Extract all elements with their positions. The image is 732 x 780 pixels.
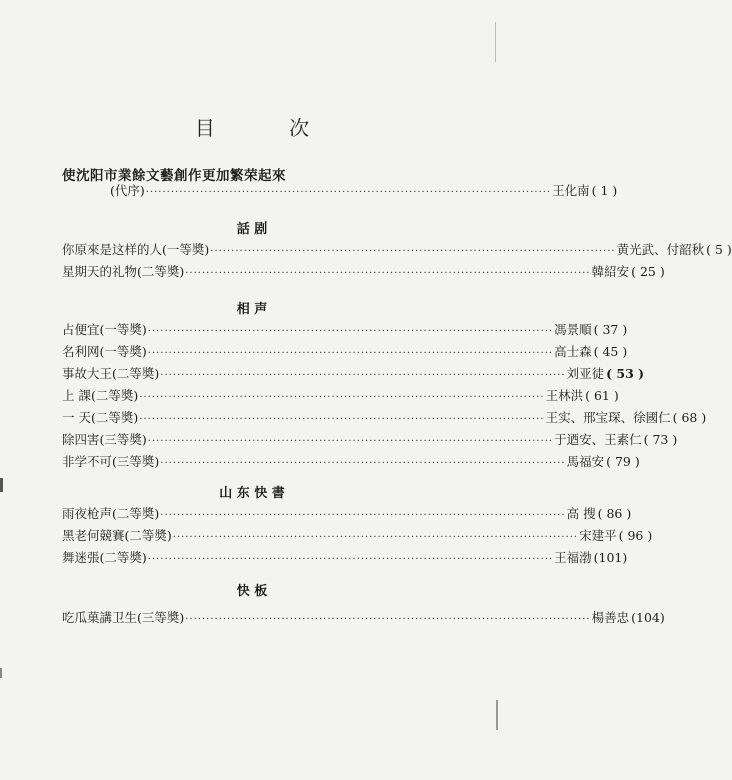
entry-title: 上 課(二等奬) <box>62 388 139 403</box>
leader-dots: ································································································· <box>160 458 566 469</box>
entry-title: 星期天的礼物(二等奬) <box>62 264 185 279</box>
entry-title: (代序) <box>110 183 145 198</box>
scan-mark <box>495 22 496 62</box>
scan-mark <box>496 700 498 730</box>
scan-mark <box>0 478 3 492</box>
entry-title: 除四害(三等奬) <box>62 432 147 447</box>
entry-page: ( 25 ) <box>631 264 665 279</box>
toc-entry <box>62 548 628 568</box>
entry-page: ( 53 ) <box>606 366 645 381</box>
leader-dots: ································································································· <box>147 348 554 359</box>
entry-page: ( 86 ) <box>597 506 632 521</box>
entry-page: (104) <box>631 610 665 625</box>
leader-dots: ································································································· <box>139 414 545 425</box>
leader-dots: ································································································· <box>147 436 554 447</box>
leader-dots: ································································································· <box>185 268 591 279</box>
leader-dots: ································································································· <box>147 326 554 337</box>
entry-author: 馬福安 <box>566 454 605 469</box>
leader-dots: ································································································· <box>145 187 552 198</box>
toc-entry <box>62 430 678 450</box>
entry-title: 事故大王(二等奬) <box>62 366 160 381</box>
entry-page: ( 68 ) <box>672 410 707 425</box>
section-heading-kuaiban: 快 板 <box>236 584 268 599</box>
entry-page: ( 96 ) <box>618 528 653 543</box>
entry-author: 于迺安、王素仁 <box>554 432 642 447</box>
toc-entry <box>62 386 619 406</box>
toc-entry <box>62 408 707 428</box>
entry-author: 楊善忠 <box>591 610 630 625</box>
leader-dots: ································································································· <box>185 614 591 625</box>
entry-page: ( 61 ) <box>585 388 619 403</box>
toc-entry <box>62 364 645 384</box>
entry-page: ( 1 ) <box>591 183 618 198</box>
scan-mark <box>0 668 2 678</box>
page-title: 目 次 <box>194 116 344 140</box>
entry-author: 王实、邢宝琛、徐國仁 <box>545 410 671 425</box>
entry-author: 馮景順 <box>554 322 592 337</box>
toc-entry-preface <box>110 181 618 201</box>
entry-page: ( 5 ) <box>706 242 732 257</box>
entry-page: (101) <box>593 550 628 565</box>
leader-dots: ································································································· <box>139 392 545 403</box>
entry-author: 高 搜 <box>566 506 596 521</box>
entry-author: 韓紹安 <box>591 264 630 279</box>
entry-author: 黄光武、付韶秋 <box>616 242 705 257</box>
toc-entry <box>62 240 732 260</box>
toc-entry <box>62 262 665 282</box>
entry-title: 一 天(二等奬) <box>62 410 139 425</box>
section-heading-drama: 話 剧 <box>236 222 268 237</box>
toc-entry <box>62 608 665 628</box>
toc-entry <box>62 526 653 546</box>
entry-title: 吃瓜菓講卫生(三等奬) <box>62 610 185 625</box>
entry-title: 黑老何競賽(二等奬) <box>62 528 172 543</box>
entry-author: 刘亚徒 <box>566 366 605 381</box>
leader-dots: ································································································· <box>160 510 566 521</box>
leader-dots: ································································································· <box>160 370 566 381</box>
entry-title: 舞迷張(二等奬) <box>62 550 147 565</box>
leader-dots: ································································································· <box>210 246 616 257</box>
entry-author: 宋建平 <box>579 528 617 543</box>
entry-page: ( 45 ) <box>593 344 628 359</box>
toc-entry <box>62 504 632 524</box>
toc-entry <box>62 320 628 340</box>
entry-title: 你原來是这样的人(一等奬) <box>62 242 210 257</box>
entry-author: 王化南 <box>552 183 590 198</box>
entry-page: ( 73 ) <box>643 432 678 447</box>
entry-title: 雨夜枪声(二等奬) <box>62 506 160 521</box>
preface-title: 使沈阳市業餘文藝創作更加繁荣起來 <box>62 168 286 184</box>
entry-author: 高士森 <box>554 344 592 359</box>
toc-entry <box>62 452 640 472</box>
toc-entry <box>62 342 628 362</box>
entry-page: ( 37 ) <box>593 322 628 337</box>
section-heading-shandong-kuaishu: 山 东 快 書 <box>219 486 285 501</box>
section-heading-crosstalk: 相 声 <box>236 302 268 317</box>
entry-title: 名利网(一等奬) <box>62 344 147 359</box>
entry-author: 王林洪 <box>545 388 584 403</box>
entry-author: 王福渤 <box>554 550 592 565</box>
entry-title: 占便宜(一等奬) <box>62 322 147 337</box>
entry-title: 非学不可(三等奬) <box>62 454 160 469</box>
entry-page: ( 79 ) <box>606 454 640 469</box>
leader-dots: ································································································· <box>172 532 579 543</box>
leader-dots: ································································································· <box>147 554 554 565</box>
